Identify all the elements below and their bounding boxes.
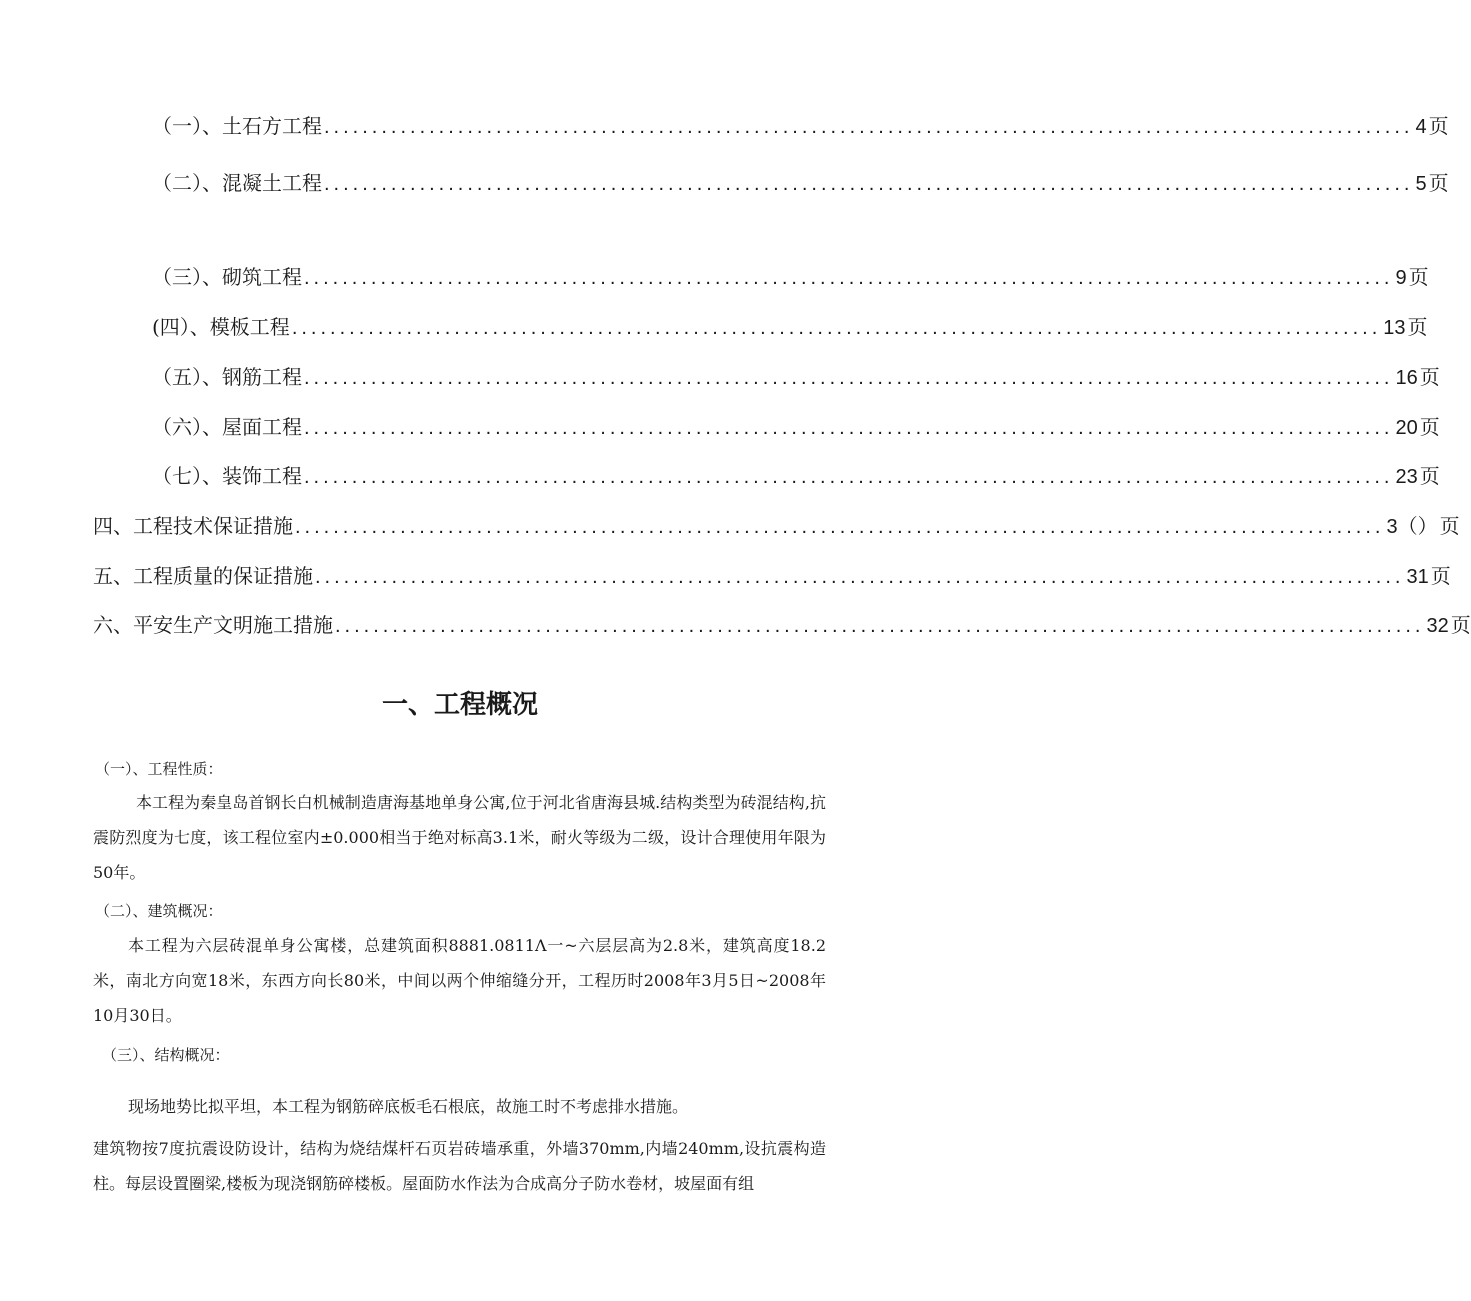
- paragraph-structure-line: 现场地势比拟平坦，本工程为钢筋碎底板毛石根底，故施工时不考虑排水措施。: [128, 1097, 689, 1116]
- toc-leader-dots: ..................................................................................................................: [304, 417, 1394, 439]
- toc-leader-dots: ..................................................................................................................: [295, 516, 1385, 538]
- paragraph-structure: 建筑物按7度抗震设防设计，结构为烧结煤杆石页岩砖墙承重，外墙370mm,内墙240mm,设抗震构造柱。每层设置圈梁,楼板为现浇钢筋碎楼板。屋面防水作法为合成高分子防水卷材，坡屋面有组: [93, 1139, 826, 1193]
- section-heading: 一、工程概况: [381, 690, 538, 720]
- toc-leader-dots: ..................................................................................................................: [324, 173, 1414, 195]
- toc-page-number: 4: [1415, 116, 1427, 138]
- toc-entry-label: 五、工程质量的保证措施: [93, 564, 313, 588]
- toc-entry-10: [93, 609, 1471, 638]
- paragraph-building: 本工程为六层砖混单身公寓楼，总建筑面积8881.0811Λ一~六层层高为2.8米，建筑高度18.2米，南北方向宽18米，东西方向长80米，中间以两个伸缩缝分开，工程历时2008年3月5日~2008年10月30日。: [93, 936, 826, 1025]
- toc-leader-dots: ..................................................................................................................: [304, 367, 1394, 389]
- toc-entry-5: [152, 361, 1440, 390]
- toc-page-suffix: 页: [1428, 171, 1449, 195]
- toc-leader-dots: ..................................................................................................................: [315, 566, 1405, 588]
- toc-entry-label: （五）、钢筋工程: [152, 365, 302, 389]
- toc-entry-label: （七）、装饰工程: [152, 464, 302, 488]
- toc-entry-label: （六）、屋面工程: [152, 415, 302, 439]
- toc-entry-label: （一）、土石方工程: [152, 114, 322, 138]
- toc-leader-dots: ..................................................................................................................: [304, 267, 1394, 289]
- toc-page-number: 3（）: [1386, 516, 1438, 538]
- toc-leader-dots: ..................................................................................................................: [324, 116, 1414, 138]
- toc-entry-label: （二）、混凝土工程: [152, 171, 322, 195]
- subsection-title-structure: （三）、结构概况：: [102, 1046, 230, 1064]
- subsection-title-nature: （一）、工程性质：: [95, 760, 223, 778]
- toc-entry-4: [152, 311, 1428, 340]
- toc-entry-9: [93, 560, 1451, 589]
- toc-page-number: 16: [1395, 367, 1418, 389]
- toc-page-suffix: 页: [1419, 415, 1440, 439]
- toc-page-suffix: 页: [1419, 464, 1440, 488]
- toc-page-number: 20: [1395, 417, 1418, 439]
- toc-leader-dots: ..................................................................................................................: [291, 317, 1382, 339]
- toc-page-number: 23: [1395, 466, 1418, 488]
- toc-entry-label: 四、工程技术保证措施: [93, 514, 293, 538]
- toc-page-number: 13: [1383, 317, 1406, 339]
- toc-entry-3: [152, 261, 1429, 290]
- toc-entry-label: (四）、模板工程: [152, 315, 290, 339]
- toc-entry-1: [152, 110, 1449, 139]
- toc-page-suffix: 页: [1430, 564, 1451, 588]
- toc-page-suffix: 页: [1408, 265, 1429, 289]
- toc-entry-6: [152, 411, 1440, 440]
- toc-page-number: 32: [1426, 615, 1449, 637]
- toc-entry-2: [152, 167, 1449, 196]
- toc-page-suffix: 页: [1439, 514, 1460, 538]
- toc-entry-label: （三）、砌筑工程: [152, 265, 302, 289]
- toc-page-suffix: 页: [1419, 365, 1440, 389]
- toc-page-number: 31: [1406, 566, 1429, 588]
- paragraph-nature: 本工程为秦皇岛首钢长白机械制造唐海基地单身公寓,位于河北省唐海县城.结构类型为砖混结构,抗震防烈度为七度，该工程位室内±0.000相当于绝对标高3.1米，耐火等级为二级，设计合理使用年限为50年。: [93, 793, 826, 882]
- toc-entry-label: 六、平安生产文明施工措施: [93, 613, 333, 637]
- toc-leader-dots: ..................................................................................................................: [335, 615, 1425, 637]
- toc-page-suffix: 页: [1428, 114, 1449, 138]
- toc-leader-dots: ..................................................................................................................: [304, 466, 1394, 488]
- toc-entry-8: [93, 510, 1460, 539]
- subsection-title-building: （二）、建筑概况：: [95, 902, 223, 920]
- toc-page-suffix: 页: [1450, 613, 1471, 637]
- toc-entry-7: [152, 460, 1440, 489]
- toc-page-suffix: 页: [1407, 315, 1428, 339]
- toc-page-number: 9: [1395, 267, 1407, 289]
- toc-page-number: 5: [1415, 173, 1427, 195]
